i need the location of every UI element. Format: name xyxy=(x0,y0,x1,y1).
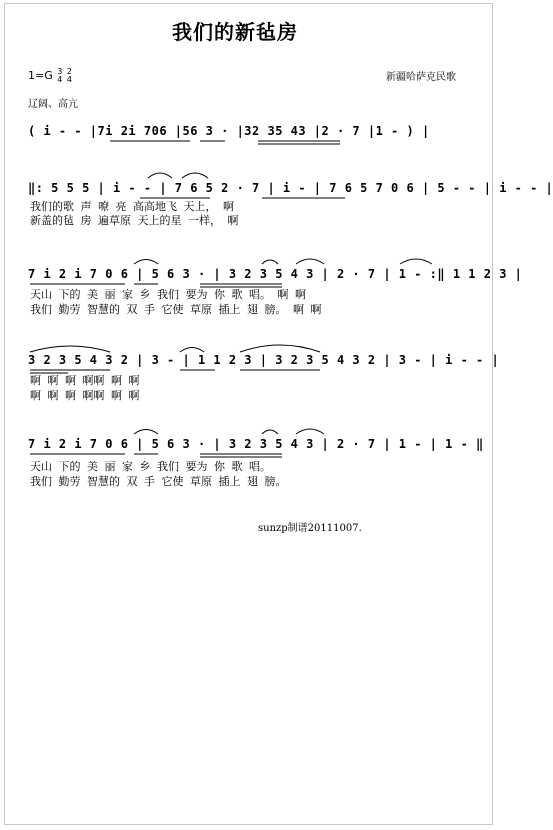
slur-mark xyxy=(262,430,278,434)
lyric-verse-2: 我们 勤劳 智慧的 双 手 它使 草原 插上 翅 膀。 xyxy=(30,475,287,488)
slur-mark xyxy=(182,173,208,178)
notation-line-1: ‖: 5 5 5 | i - - | 7 6 5 2 · 7 | i - | 7 6 5 7 0 6 | 5 - - | i - - | xyxy=(28,181,553,195)
time-signature-b: 2 4 xyxy=(66,67,72,84)
slur-mark xyxy=(148,173,172,178)
slur-mark xyxy=(180,348,204,353)
slur-mark xyxy=(30,346,110,352)
lyric-verse-2: 我们 勤劳 智慧的 双 手 它使 草原 插上 翅 膀。 啊 啊 xyxy=(30,303,322,316)
slur-mark xyxy=(262,260,278,264)
tempo-mark: 辽阔、高亢 xyxy=(28,99,78,110)
key-label: 1=G xyxy=(28,69,53,82)
notation-line-2: 7 i 2 i 7 0 6 | 5 6 3 · | 3 2 3 5 4 3 | 2 · 7 | 1 - :‖ 1 1 2 3 | xyxy=(28,267,523,281)
song-source: 新疆哈萨克民歌 xyxy=(386,72,456,83)
slur-mark xyxy=(240,345,320,352)
notation-line-intro: ( i - - |7i 2i 706 |56 3 · |32 35 43 |2 · 7 |1 - ) | xyxy=(28,124,430,138)
notation-line-3: 3 2 3 5 4 3 2 | 3 - | 1 1 2 3 | 3 2 3 5 4 3 2 | 3 - | i - - | xyxy=(28,353,500,367)
song-title: 我们的新毡房 xyxy=(172,20,298,44)
time-signature-a: 3 4 xyxy=(57,67,63,84)
slur-mark xyxy=(134,260,158,265)
slur-mark xyxy=(296,429,324,434)
slur-mark xyxy=(134,430,158,435)
slur-mark xyxy=(400,259,432,264)
lyric-verse-2: 新盖的毡 房 遍草原 天上的星 一样， 啊 xyxy=(30,214,239,227)
slur-mark xyxy=(296,259,324,264)
notation-line-4: 7 i 2 i 7 0 6 | 5 6 3 · | 3 2 3 5 4 3 | 2 · 7 | 1 - | 1 - ‖ xyxy=(28,437,484,451)
lyric-verse-2: 啊 啊 啊 啊啊 啊 啊 xyxy=(30,389,140,402)
lyric-verse-1: 天山 下的 美 丽 家 乡 我们 要为 你 歌 唱。 xyxy=(30,460,271,473)
lyric-verse-1: 我们的歌 声 嘹 亮 高高地飞 天上， 啊 xyxy=(30,200,234,213)
lyric-verse-1: 啊 啊 啊 啊啊 啊 啊 xyxy=(30,374,140,387)
lyric-verse-1: 天山 下的 美 丽 家 乡 我们 要为 你 歌 唱。 啊 啊 xyxy=(30,288,306,301)
transcriber-credit: sunzp制谱20111007. xyxy=(258,523,362,534)
